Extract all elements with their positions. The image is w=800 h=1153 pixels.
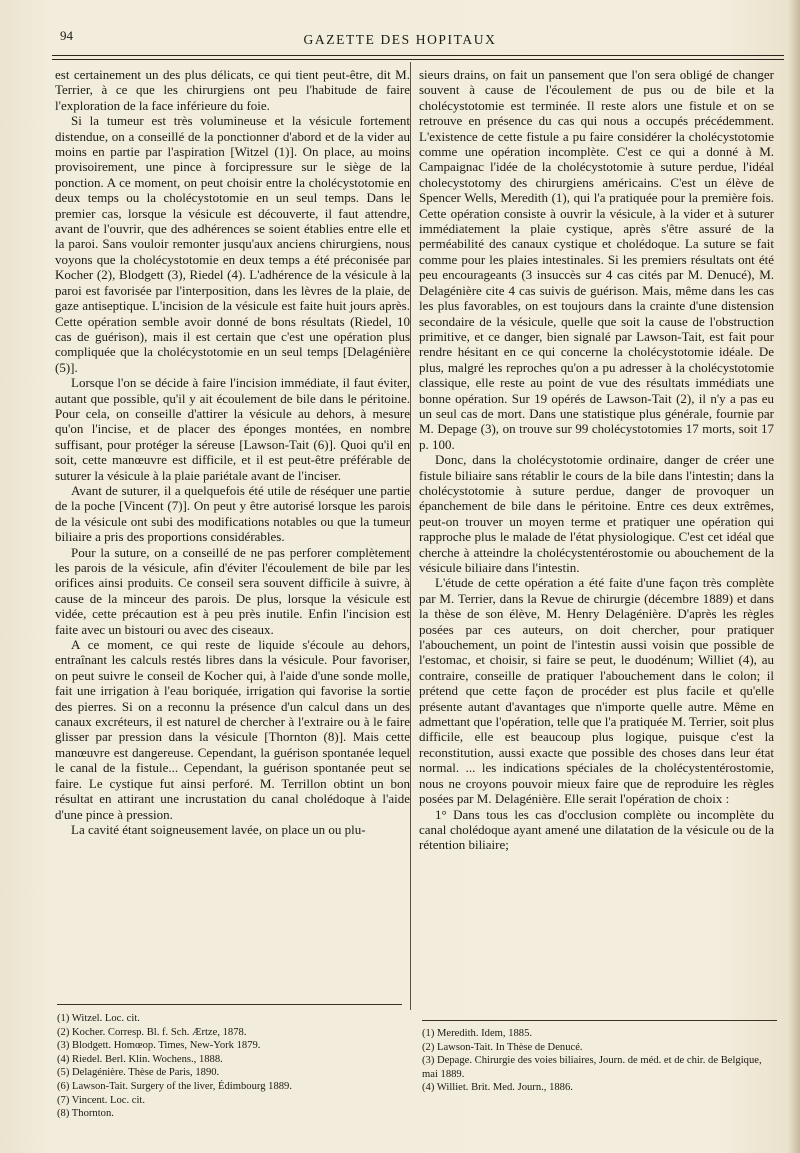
footnote-rule-left — [57, 1004, 402, 1005]
paragraph: A ce moment, ce qui reste de liquide s'écoule au dehors, entraînant les calculs restés libres dans la vésicule. Pour favoriser, on peut suivre le conseil de Kocher qui, à l'aide d'une sonde molle, fait une irrigation à l'eau boriquée, irrigation qui favorise la sortie des pierres. Si on a reconnu la présence d'un calcul dans un des canaux excréteurs, il est naturel de chercher à l'extraire ou à le faire glisser par pression dans la vésicule [Thornton (8)]. Mais cette manœuvre est dangereuse. Cependant, la guérison spontanée lequel le canal de la fistule... Cependant, la guérison spontanée peut se faire. Le cystique fut ainsi perforé. M. Terrillon obtint un bon résultat en attirant une incrustation du canal cholédoque à l'aide d'une pince à pression. — [55, 637, 410, 822]
footnotes-left — [57, 1012, 412, 1121]
footnote: (2) Lawson-Tait. In Thèse de Denucé. — [422, 1041, 583, 1053]
paragraph: sieurs drains, on fait un pansement que l'on sera obligé de changer souvent à cause de l'écoulement de pus ou de bile et la cholécystotomie est terminée. Il reste alors une fistule et on se retrouve en présence du cas qui nous a occupés précédemment. L'existence de cette fistule a pu faire considérer la cholécystotomie comme une opération incomplète. C'est ce qui a donné à M. Campaignac l'idée de la cholécystotomie à suture perdue, l'idéal cholecystotomy des chirurgiens américains. C'est un élève de Spencer Wells, Meredith (1), qui l'a pratiquée pour la première fois. Cette opération consiste à ouvrir la vésicule, à la vider et à suturer immédiatement la plaie cystique, après s'être assuré de la perméabilité des canaux cystique et cholédoque. La suture se fait comme pour les plaies intestinales. Si les premiers résultats ont été peu encourageants (3 insuccès sur 4 cas cités par M. Denucé), M. Delagénière cite 4 cas suivis de guérison. Mais, même dans les cas les plus favorables, on est toujours dans la crainte d'une distension secondaire de la vésicule, quelle que soit la cause de l'obstruction primitive, et ce danger, bien signalé par Lawson-Tait, est fait pour rendre hésitant en ce qui concerne la cholécystotomie idéale. De plus, malgré les reproches qu'on a pu adresser à la cholécystotomie classique, elle reste au point de vue des résultats immédiats une bonne opération. Sur 19 opérés de Lawson-Tait (2), il n'y a pas eu un seul cas de mort. Dans une statistique plus générale, fournie par M. Depage (3), on trouve sur 99 cholécystotomies 17 morts, soit 17 p. 100. — [419, 67, 774, 452]
header-rule — [52, 55, 784, 56]
left-column — [55, 67, 410, 837]
paragraph: est certainement un des plus délicats, ce qui tient peut-être, dit M. Terrier, à ce que les chirurgiens ont peu l'habitude de faire l'exploration de la face inférieure du foie. — [55, 67, 410, 113]
paragraph: Donc, dans la cholécystotomie ordinaire, danger de créer une fistule biliaire sans rétablir le cours de la bile dans l'intestin; dans la cholécystotomie à suture perdue, danger de provoquer un épanchement de bile dans le péritoine. Entre ces deux extrêmes, peut-on trouver un moyen terme et pratiquer une opération qui rapproche plus le malade de l'état physiologique. C'est cet idéal que cherche à atteindre la cholécystentérostomie ou abouchement de la vésicule biliaire dans l'intestin. — [419, 452, 774, 575]
paragraph: 1° Dans tous les cas d'occlusion complète ou incomplète du canal cholédoque ayant amené une dilatation de la vésicule ou de la rétention biliaire; — [419, 806, 774, 853]
footnote-rule-right — [422, 1020, 777, 1021]
paragraph: Pour la suture, on a conseillé de ne pas perforer complètement les parois de la vésicule, afin d'éviter l'écoulement de bile par les orifices ainsi produits. Ce conseil sera souvent difficile à suivre, à cause de la minceur des parois. De plus, lorsque la vésicule est vidée, cette précaution est à peu près inutile. Enfin l'incision est faite avec un bistouri ou avec des ciseaux. — [55, 544, 410, 637]
paragraph: Avant de suturer, il a quelquefois été utile de réséquer une partie de la poche [Vincent (7)]. On peut y être autorisé lorsque les parois de la vésicule ont subi des modifications notables ou que la tumeur biliaire a pris des proportions considérables. — [55, 482, 410, 545]
journal-title: GAZETTE DES HOPITAUX — [303, 32, 497, 47]
footnote: (5) Delagénière. Thèse de Paris, 1890. — [57, 1067, 220, 1079]
footnote: (6) Lawson-Tait. Surgery of the liver, Édimbourg 1889. — [57, 1080, 292, 1092]
paragraph: La cavité étant soigneusement lavée, on place un ou plu- — [71, 821, 366, 837]
paragraph: Lorsque l'on se décide à faire l'incision immédiate, il faut éviter, autant que possible, qu'il y ait écoulement de bile dans le péritoine. Pour cela, on conseille d'attirer la vésicule au dehors, à mesure qu'on l'incise, et de placer des éponges montées, en nombre suffisant, pour protéger la séreuse [Lawson-Tait (6)]. Quoi qu'il en soit, cette manœuvre est difficile, et il est peut-être préférable de suturer la vésicule à la plaie pariétale avant de l'inciser. — [55, 375, 410, 483]
footnote: (7) Vincent. Loc. cit. — [57, 1094, 146, 1106]
footnote: (3) Blodgett. Homœop. Times, New-York 1879. — [57, 1040, 261, 1052]
footnote: (4) Riedel. Berl. Klin. Wochens., 1888. — [57, 1053, 223, 1065]
column-divider — [410, 62, 411, 1010]
footnote: (1) Meredith. Idem, 1885. — [422, 1028, 533, 1039]
footnote: (8) Thornton. — [57, 1108, 114, 1120]
footnote: (3) Depage. Chirurgie des voies biliaires, Journ. de méd. et de chir. de Belgique, mai 1889. — [422, 1055, 762, 1080]
page-edge-shadow — [788, 0, 800, 1153]
footnotes-right — [422, 1027, 777, 1095]
page-number: 94 — [60, 28, 73, 43]
footnote: (2) Kocher. Corresp. Bl. f. Sch. Ærtze, 1878. — [57, 1026, 247, 1038]
footnote: (4) Williet. Brit. Med. Journ., 1886. — [422, 1082, 573, 1094]
header-rule-thick — [52, 59, 784, 60]
right-column — [419, 67, 774, 853]
footnote: (1) Witzel. Loc. cit. — [57, 1013, 140, 1024]
paragraph: Si la tumeur est très volumineuse et la vésicule fortement distendue, on a conseillé de la ponctionner d'abord et de la vider au moins en partie par l'aspiration [Witzel (1)]. On place, au moins provisoirement, une pince à forcipressure sur le siège de la ponction. A ce moment, on peut choisir entre la cholécystotomie en deux temps ou la cholécystotomie en un seul temps. Dans le premier cas, lorsque la vésicule est découverte, il faut attendre, avant de l'ouvrir, que des adhérences se soient établies entre elle et la paroi. Sans vouloir remonter jusqu'aux anciens chirurgiens, nous voyons que la cholécystotomie en deux temps a été préconisée par Kocher (2), Blodgett (3), Riedel (4). L'adhérence de la vésicule à la paroi est favorisée par l'interposition, dans les lèvres de la plaie, de gaze antiseptique. L'incision de la vésicule est faite huit jours après. Cette opération semble avoir donné de bons résultats (Riedel, 10 cas de guérison), mais il est certain que c'est une opération plus compliquée que la cholécystotomie en un seul temps [Delagénière (5)]. — [55, 113, 410, 375]
paragraph: L'étude de cette opération a été faite d'une façon très complète par M. Terrier, dans la Revue de chirurgie (décembre 1889) et dans la thèse de son élève, M. Henry Delagénière. D'après les règles posées par ces auteurs, on doit chercher, pour pratiquer l'abouchement, un point de l'intestin aussi voisin que possible de l'estomac, et choisir, si faire se peut, le duodénum; Williet (4), au contraire, conseille de pratiquer l'abouchement dans le colon; il prétend que cette façon de procéder est plus facile et qu'elle présente autant d'avantages que n'importe quelle autre. Même en admettant que l'opération, telle que l'a pratiquée M. Terrier, soit plus difficile, elle est beaucoup plus logique, puisque c'est la reconstitution, aussi exacte que possible des choses dans leur état normal. ... les indications spéciales de la cholécystentérostomie, nous ne croyons pouvoir mieux faire que de reproduire les règles posées par M. Delagénière. Elle serait l'opération de choix : — [419, 575, 774, 807]
